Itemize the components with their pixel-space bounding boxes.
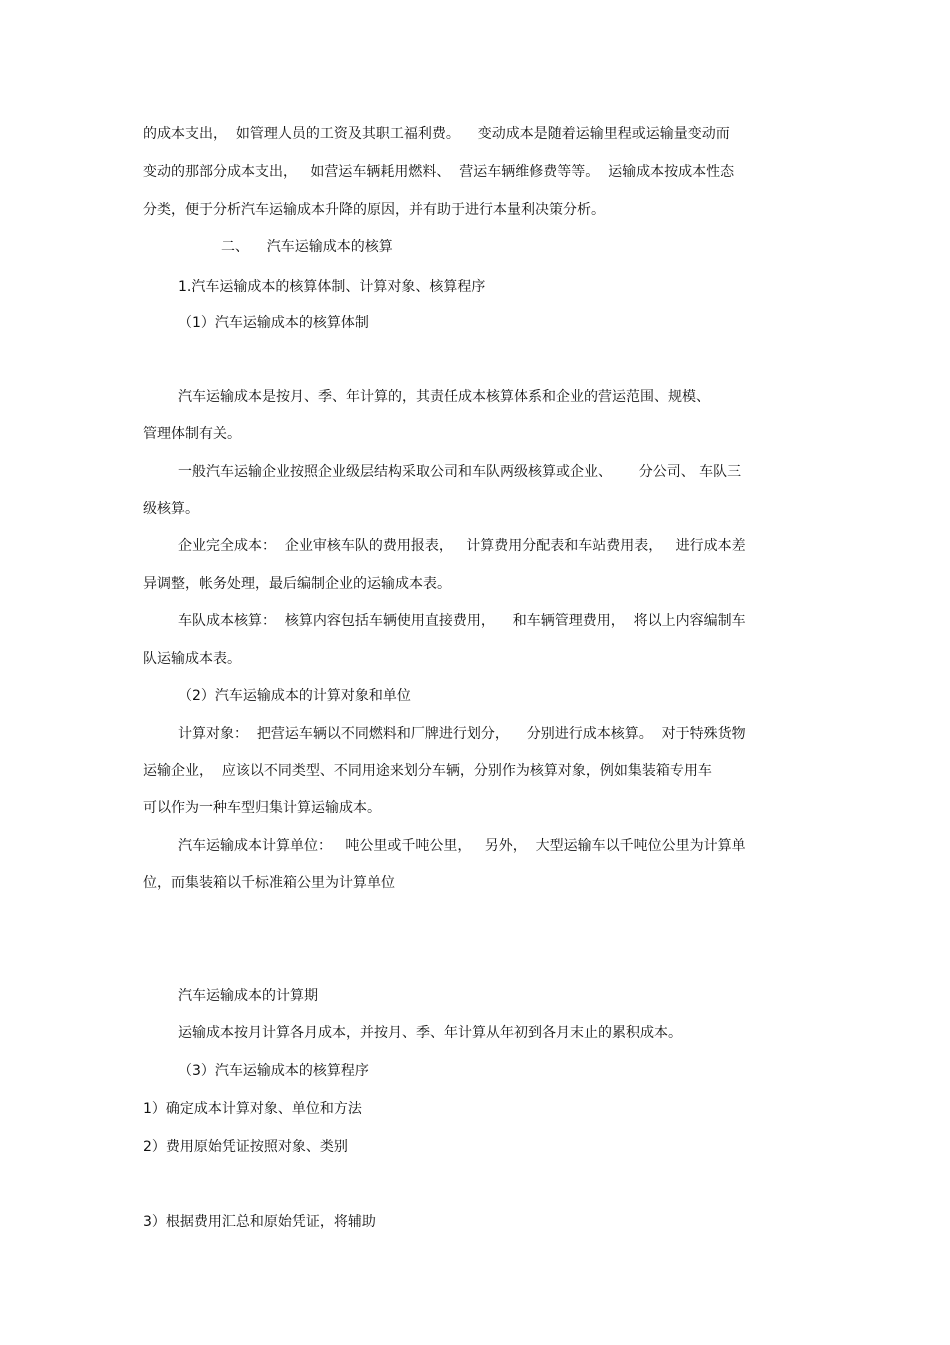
subheading-1-2: （2）汽车运输成本的计算对象和单位	[178, 688, 411, 704]
text-line-6: 一般汽车运输企业按照企业级层结构采取公司和车队两级核算或企业、 分公司、 车队三	[178, 464, 742, 480]
text-line-17: 汽车运输成本的计算期	[178, 988, 318, 1004]
text-line-8: 企业完全成本： 企业审核车队的费用报表， 计算费用分配表和车站费用表， 进行成本差	[178, 538, 746, 554]
text-line-5: 管理体制有关。	[143, 426, 241, 442]
text-line-4: 汽车运输成本是按月、季、年计算的，其责任成本核算体系和企业的营运范围、规模、	[178, 389, 710, 405]
section-heading: 二、 汽车运输成本的核算	[221, 239, 393, 255]
text-line-12: 计算对象： 把营运车辆以不同燃料和厂牌进行划分， 分别进行成本核算。 对于特殊货物	[178, 726, 746, 742]
text-line-11: 队运输成本表。	[143, 651, 241, 667]
text-line-15: 汽车运输成本计算单位： 吨公里或千吨公里， 另外， 大型运输车以千吨位公里为计算单	[178, 838, 746, 854]
text-line-1: 的成本支出， 如管理人员的工资及其职工福利费。 变动成本是随着运输里程或运输量变动而	[143, 126, 730, 142]
list-item-3: 3）根据费用汇总和原始凭证，将辅助	[143, 1214, 376, 1230]
list-item-1: 1）确定成本计算对象、单位和方法	[143, 1101, 362, 1117]
text-line-16: 位，而集装箱以千标准箱公里为计算单位	[143, 875, 395, 891]
text-line-2: 变动的那部分成本支出， 如营运车辆耗用燃料、 营运车辆维修费等等。 运输成本按成本性态	[143, 164, 735, 180]
list-item-2: 2）费用原始凭证按照对象、类别	[143, 1139, 348, 1155]
subheading-1-1: （1）汽车运输成本的核算体制	[178, 315, 369, 331]
text-line-14: 可以作为一种车型归集计算运输成本。	[143, 800, 381, 816]
subheading-1: 1.汽车运输成本的核算体制、计算对象、核算程序	[178, 279, 486, 295]
text-line-10: 车队成本核算： 核算内容包括车辆使用直接费用， 和车辆管理费用， 将以上内容编制车	[178, 613, 746, 629]
text-line-13: 运输企业， 应该以不同类型、不同用途来划分车辆，分别作为核算对象，例如集装箱专用车	[143, 763, 712, 779]
subheading-1-3: （3）汽车运输成本的核算程序	[178, 1063, 369, 1079]
text-line-9: 异调整，帐务处理，最后编制企业的运输成本表。	[143, 576, 451, 592]
text-line-18: 运输成本按月计算各月成本，并按月、季、年计算从年初到各月末止的累积成本。	[178, 1025, 682, 1041]
text-line-7: 级核算。	[143, 501, 199, 517]
text-line-3: 分类，便于分析汽车运输成本升降的原因，并有助于进行本量利决策分析。	[143, 202, 605, 218]
